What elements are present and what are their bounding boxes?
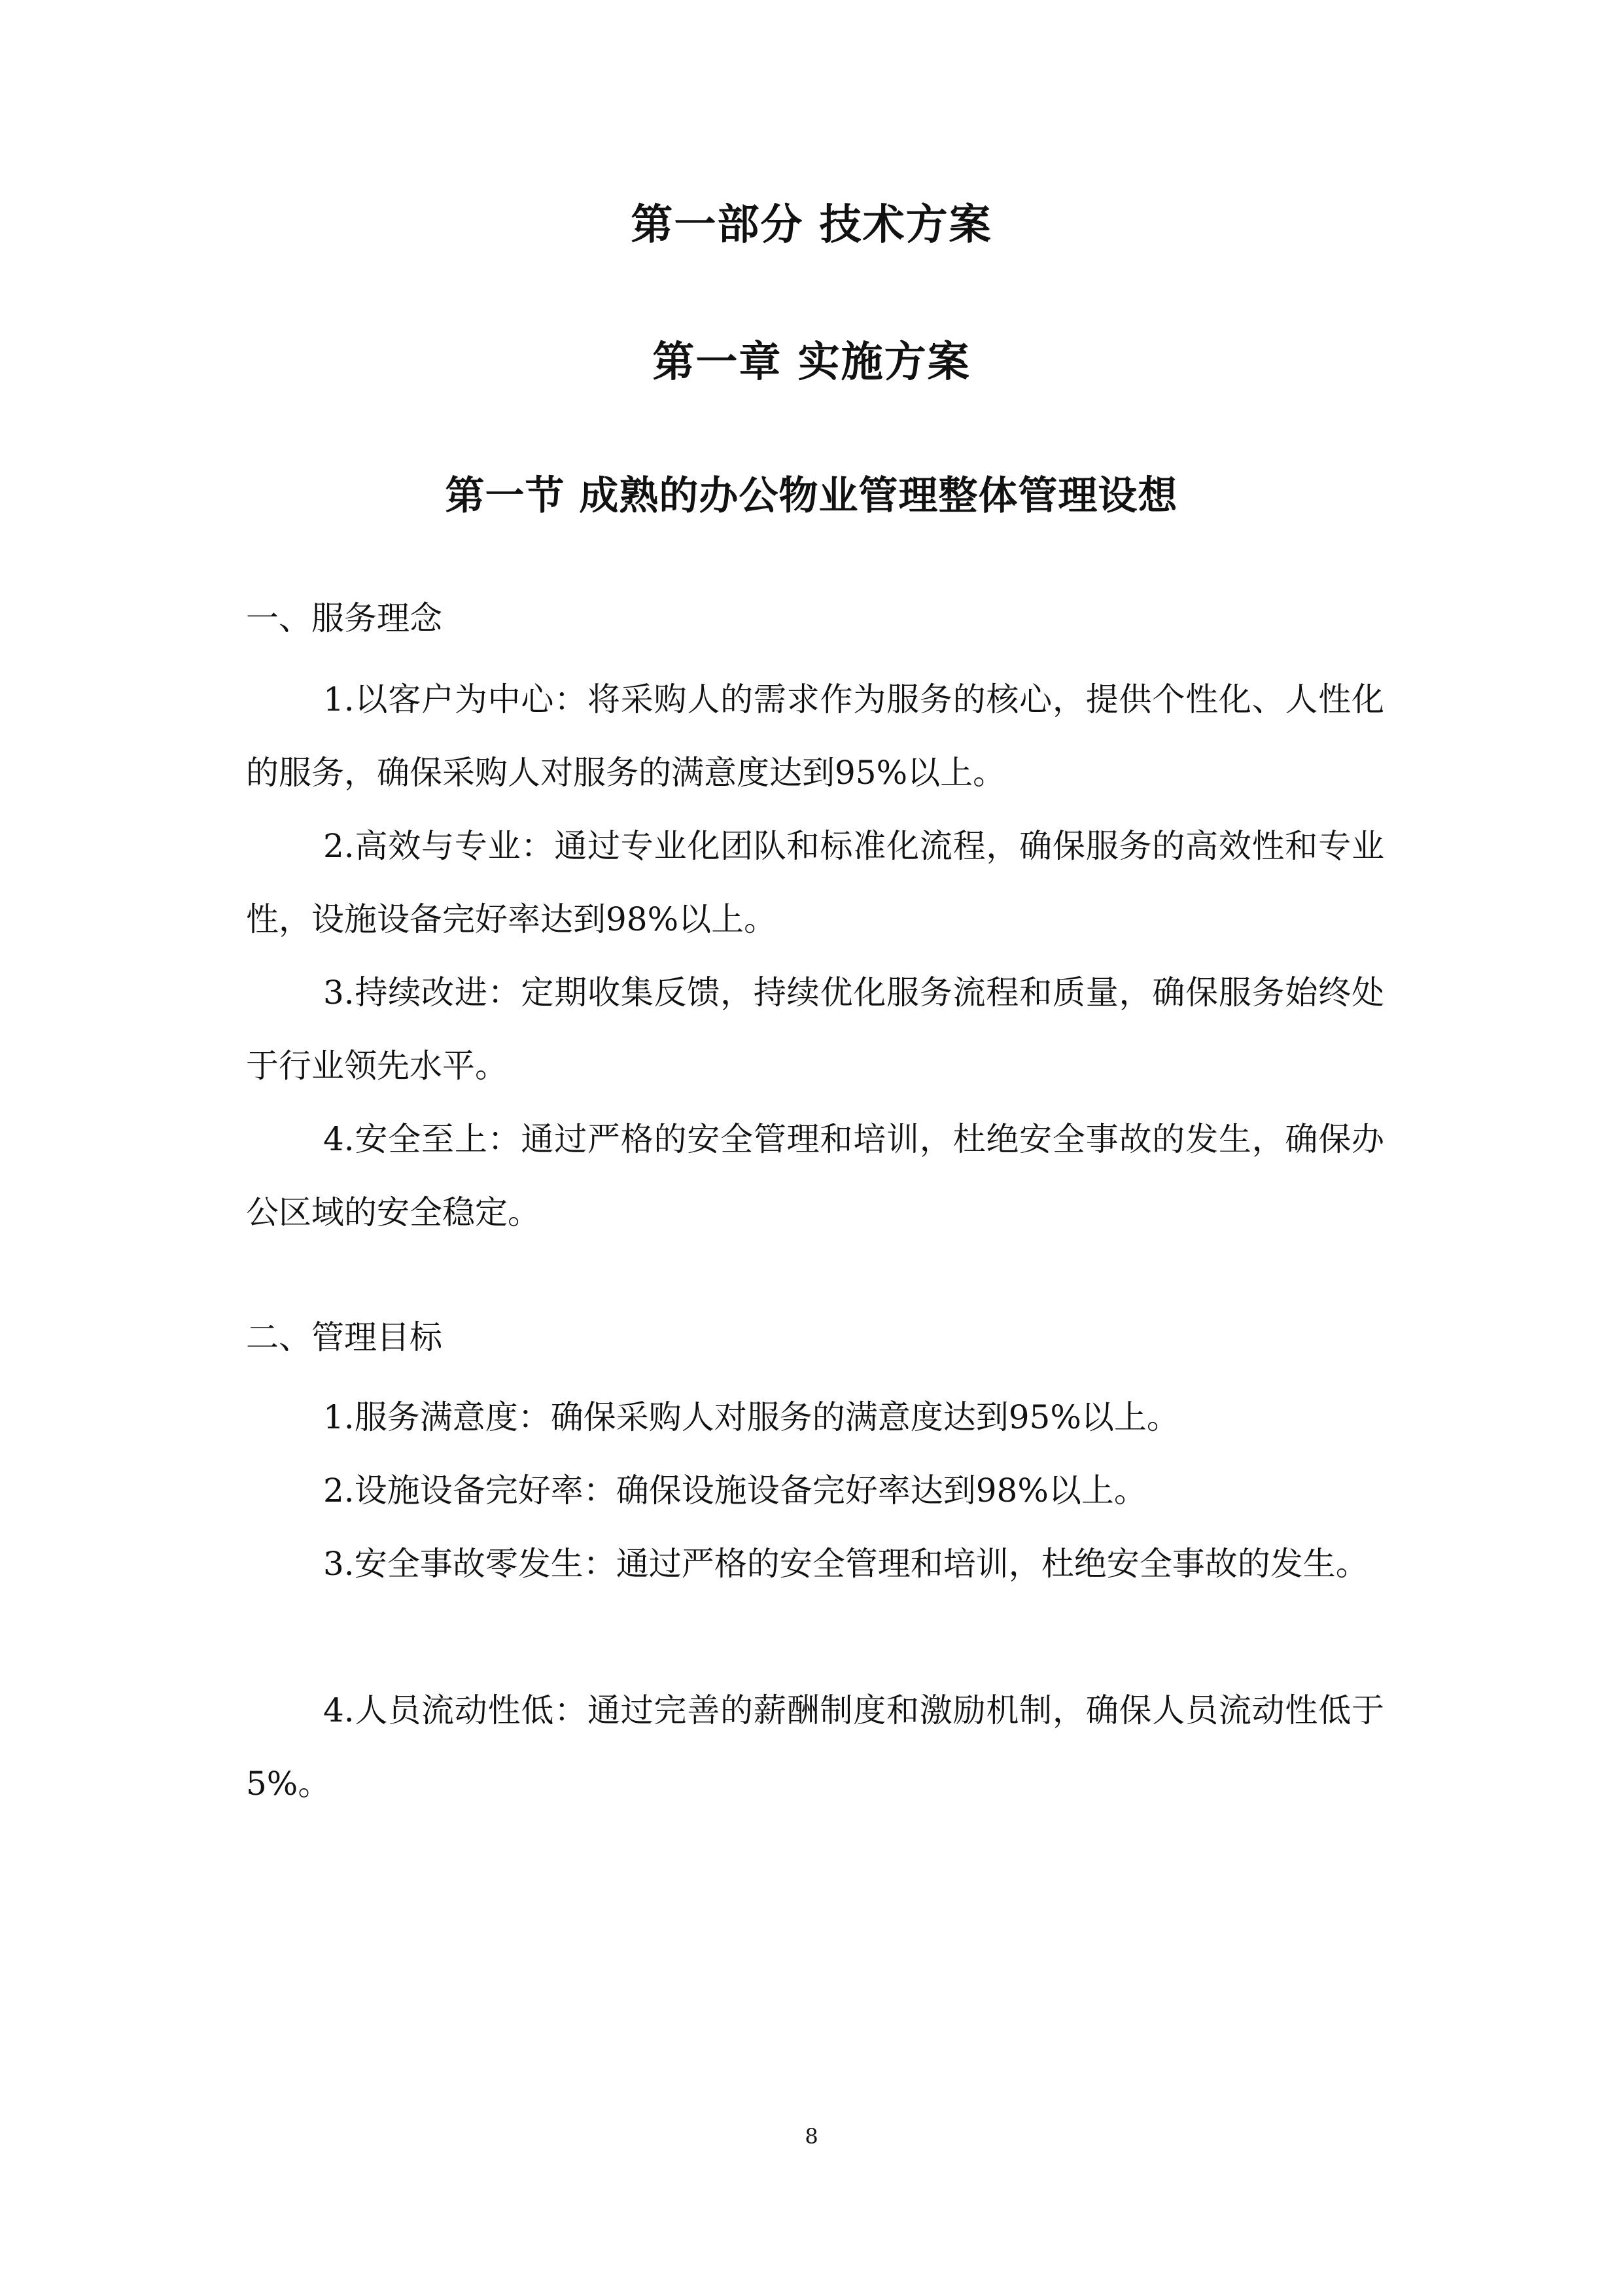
paragraph-item: 4.人员流动性低：通过完善的薪酬制度和激励机制，确保人员流动性低于5%。 <box>246 1691 1384 1803</box>
section-heading-service-philosophy: 一、服务理念 <box>246 599 442 637</box>
page-number: 8 <box>805 2124 818 2149</box>
section-heading-management-goals: 二、管理目标 <box>246 1318 442 1356</box>
paragraph-item: 1.以客户为中心：将采购人的需求作为服务的核心，提供个性化、人性化的服务，确保采购人对服务的满意度达到95%以上。 <box>246 680 1384 792</box>
paragraph-item: 1.服务满意度：确保采购人对服务的满意度达到95%以上。 <box>323 1398 1179 1436</box>
paragraph-item: 3.持续改进：定期收集反馈，持续优化服务流程和质量，确保服务始终处于行业领先水平。 <box>246 974 1384 1085</box>
section-title: 第一节 成熟的办公物业管理整体管理设想 <box>445 473 1178 519</box>
paragraph-item: 3.安全事故零发生：通过严格的安全管理和培训，杜绝安全事故的发生。 <box>323 1545 1369 1583</box>
paragraph-item: 2.高效与专业：通过专业化团队和标准化流程，确保服务的高效性和专业性，设施设备完好率达到98%以上。 <box>246 827 1384 938</box>
paragraph-item: 4.安全至上：通过严格的安全管理和培训，杜绝安全事故的发生，确保办公区域的安全稳定。 <box>246 1120 1384 1231</box>
part-title: 第一部分 技术方案 <box>631 201 992 249</box>
chapter-title: 第一章 实施方案 <box>652 338 971 387</box>
paragraph-item: 2.设施设备完好率：确保设施设备完好率达到98%以上。 <box>323 1472 1147 1510</box>
